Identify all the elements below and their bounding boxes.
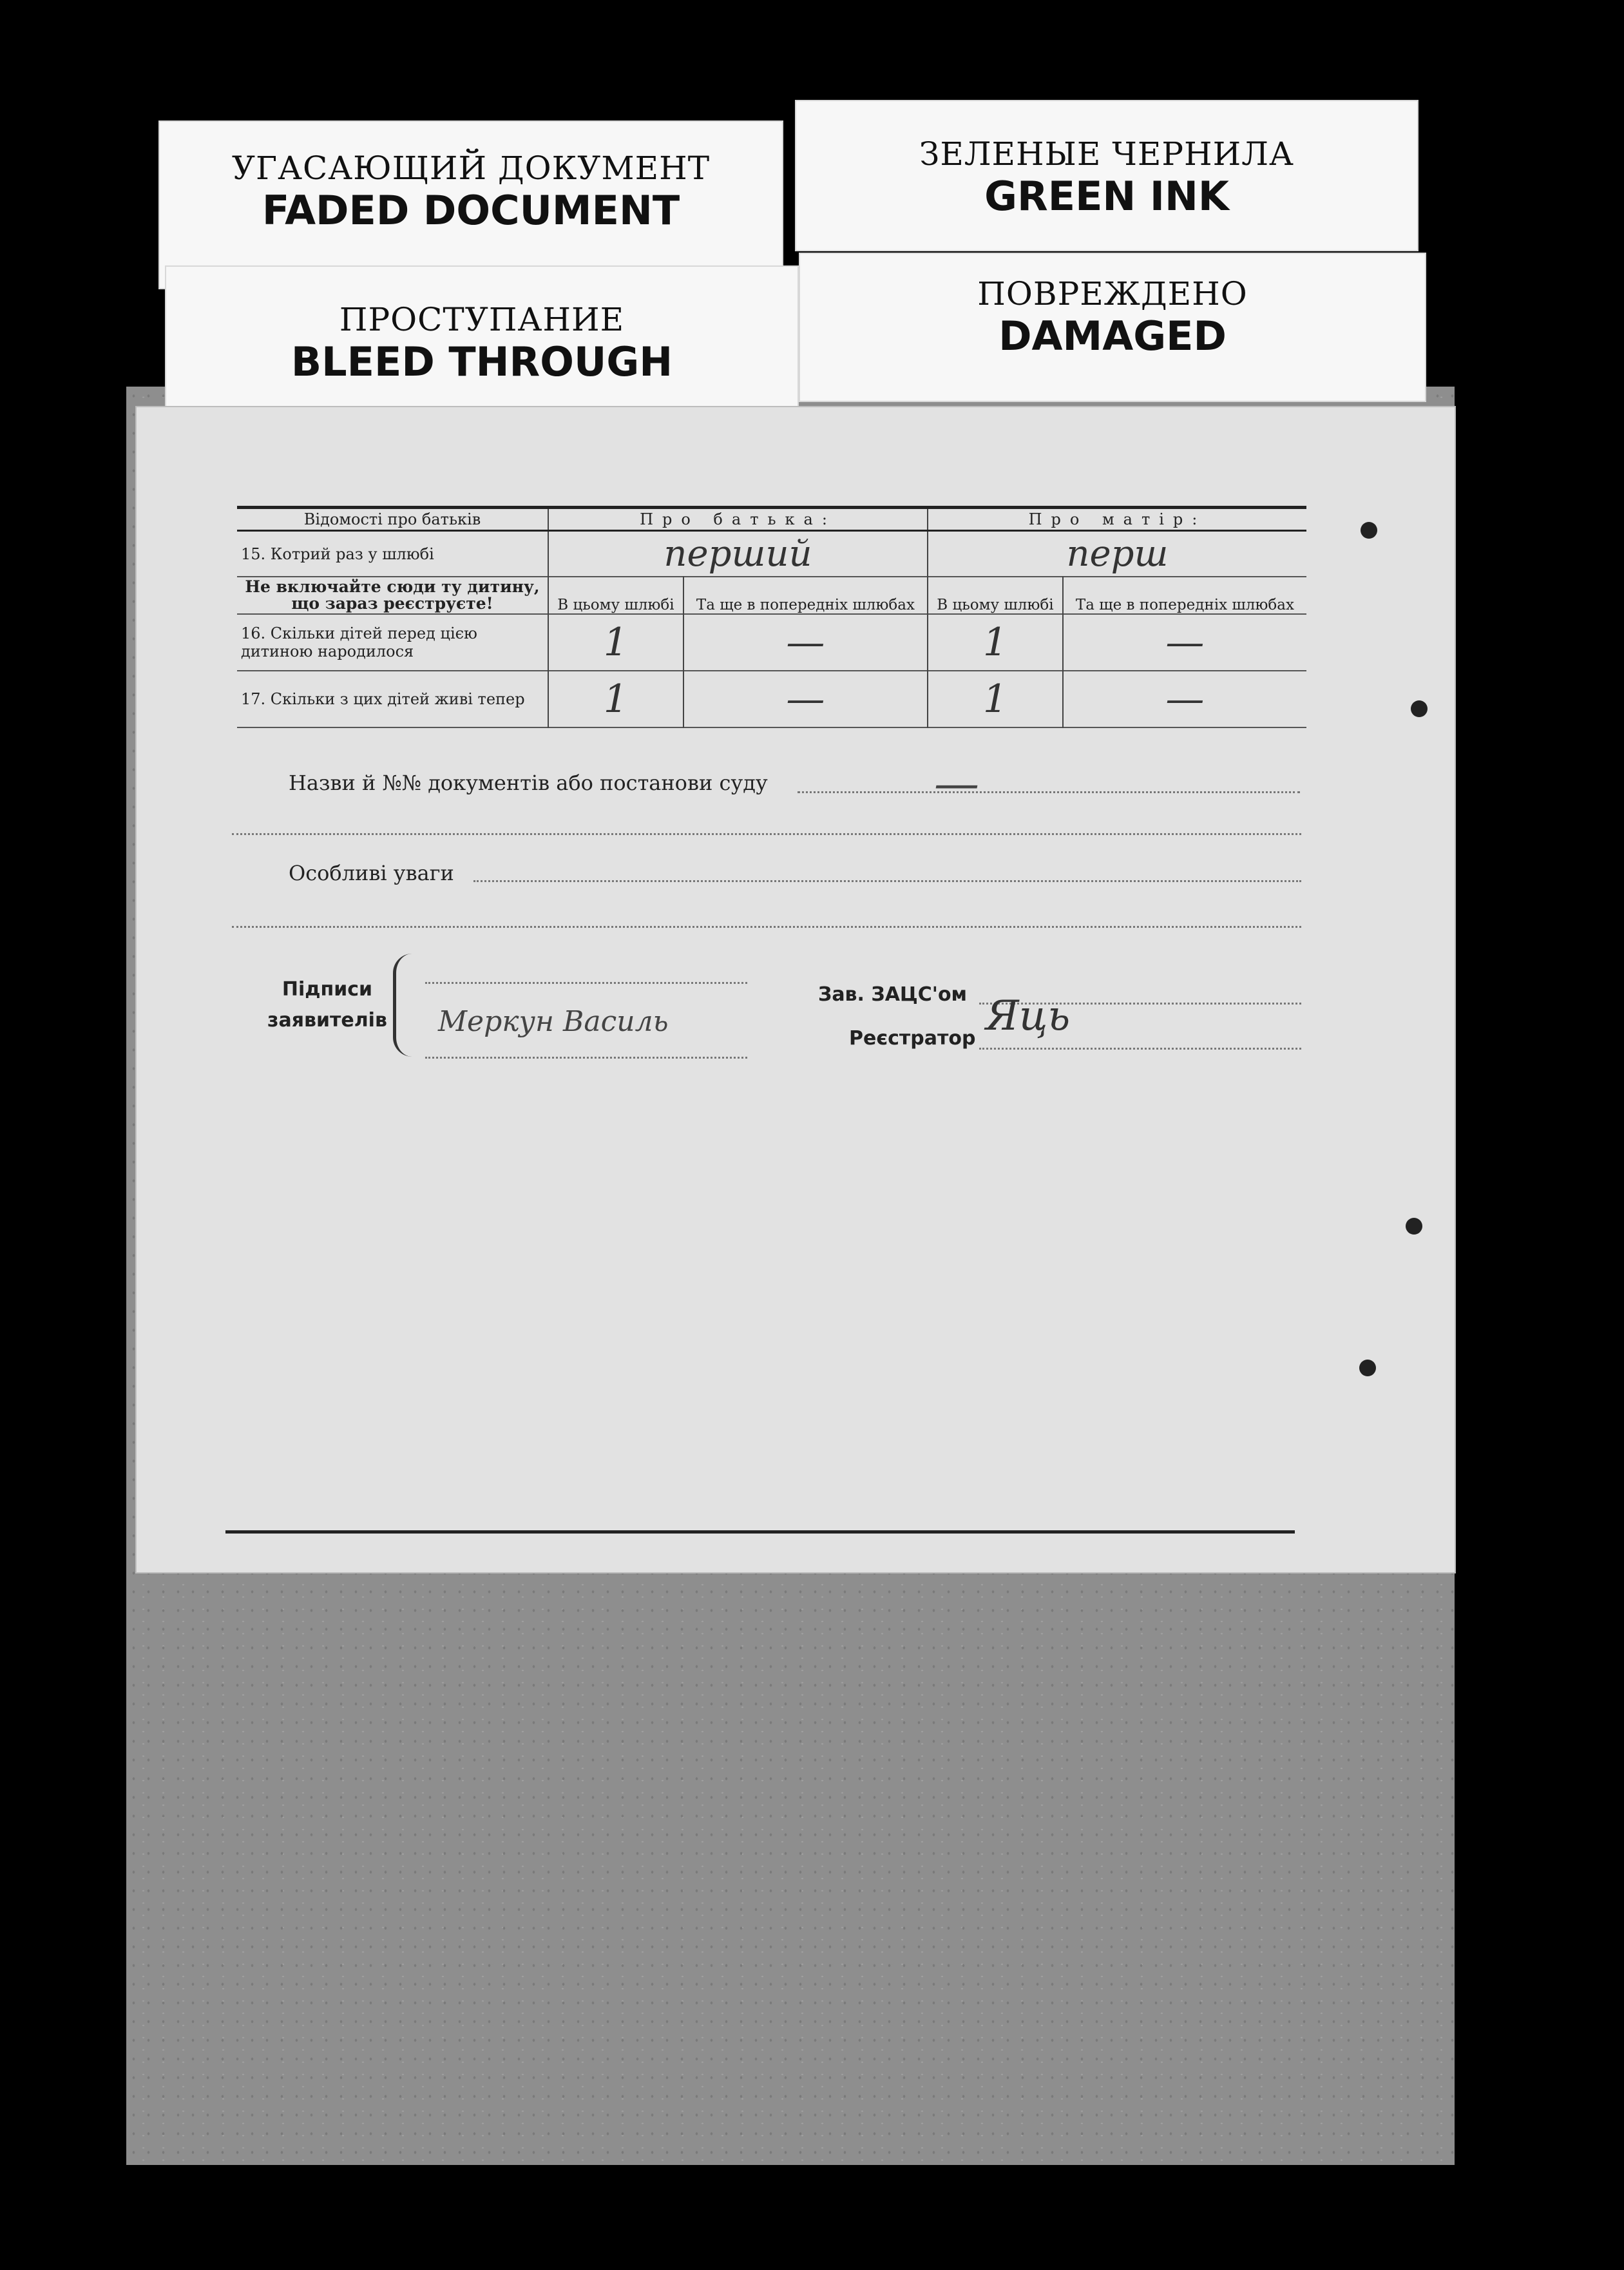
signature-dotted-line-1	[425, 982, 747, 984]
green-ink-tag	[795, 100, 1419, 251]
faded-tag-ru: УГАСАЮЩИЙ ДОКУМЕНТ	[231, 149, 711, 187]
table-row	[237, 531, 1306, 577]
signature-dotted-line-2	[425, 1057, 747, 1059]
row17-value: —	[683, 671, 928, 727]
remarks-dotted-line	[473, 880, 1301, 882]
registrar-signature: Яць	[986, 992, 1071, 1040]
punch-hole	[1406, 1218, 1422, 1235]
table-row	[237, 614, 1306, 671]
damaged-tag-ru: ПОВРЕЖДЕНО	[977, 275, 1248, 313]
row16-value: 1	[928, 614, 1063, 671]
note-text: Не включайте сюди ту дитину, що зараз реєструєте!	[237, 577, 548, 614]
mother-previous-header: Та ще в попередніх шлюбах	[1075, 597, 1294, 613]
row16-label: 16. Скільки дітей перед цією дитиною народилося	[237, 614, 548, 671]
mother-header: Про матір:	[1028, 510, 1207, 528]
applicant-signature: Меркун Василь	[438, 1005, 669, 1038]
bottom-rule	[225, 1530, 1295, 1534]
signatures-brace	[393, 954, 413, 1057]
green-tag-ru: ЗЕЛЕНЫЕ ЧЕРНИЛА	[919, 135, 1294, 173]
row16-value: —	[683, 614, 928, 671]
row17-value: 1	[548, 671, 683, 727]
signatures-label: Підписи заявителів	[267, 978, 387, 1032]
documents-dotted-line	[798, 791, 1300, 793]
bleed-tag-en: BLEED THROUGH	[291, 338, 673, 385]
row17-value: —	[1165, 677, 1205, 722]
table-row	[237, 671, 1306, 727]
damaged-tag-en: DAMAGED	[998, 313, 1227, 360]
table-row	[237, 577, 1306, 614]
green-tag-en: GREEN INK	[984, 173, 1229, 220]
father-this-marriage-header: В цьому шлюбі	[548, 577, 683, 614]
row15-mother-value: перш	[1066, 533, 1169, 575]
damaged-tag	[799, 253, 1426, 402]
registrar-dotted-line	[979, 1048, 1301, 1050]
row17-value: 1	[928, 671, 1063, 727]
remarks-label: Особливі уваги	[289, 861, 454, 885]
documents-dotted-line-2	[232, 833, 1301, 835]
parents-info-header: Відомості про батьків	[237, 508, 548, 531]
row17-label: 17. Скільки з цих дітей живі тепер	[237, 671, 548, 727]
documents-value: —	[934, 757, 979, 810]
row16-value: —	[1165, 620, 1205, 665]
punch-hole	[1361, 522, 1377, 539]
parents-info-table	[237, 506, 1306, 728]
bleed-through-tag	[165, 265, 799, 415]
head-label: Зав. ЗАЦС'ом	[818, 983, 968, 1006]
table-header-row	[237, 508, 1306, 531]
bleed-tag-ru: ПРОСТУПАНИЕ	[339, 301, 625, 338]
punch-hole	[1359, 1360, 1376, 1376]
registrar-label: Реєстратор	[849, 1027, 976, 1050]
punch-hole	[1411, 700, 1428, 717]
documents-label: Назви й №№ документів або постанови суду	[289, 771, 768, 795]
faded-tag-en: FADED DOCUMENT	[262, 187, 680, 234]
row15-father-value: перший	[548, 531, 928, 577]
row15-label: 15. Котрий раз у шлюбі	[237, 531, 548, 577]
remarks-dotted-line-2	[232, 926, 1301, 928]
mother-this-marriage-header: В цьому шлюбі	[928, 577, 1063, 614]
faded-document-tag	[158, 120, 783, 289]
row16-value: 1	[548, 614, 683, 671]
father-header: Про батька:	[548, 508, 928, 531]
father-previous-header: Та ще в попередніх шлюбах	[683, 577, 928, 614]
